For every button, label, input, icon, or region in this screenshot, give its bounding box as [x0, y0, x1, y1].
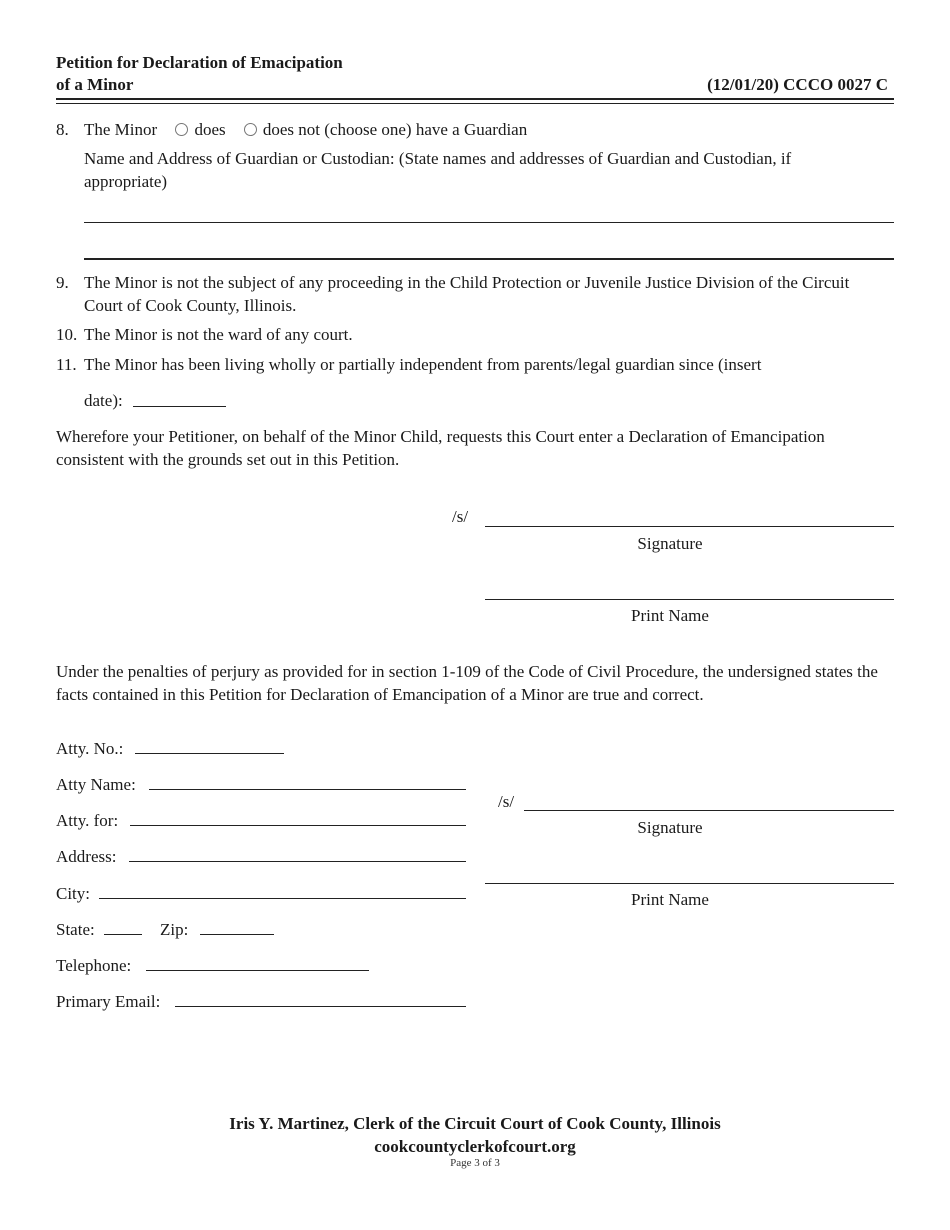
wherefore-paragraph: Wherefore your Petitioner, on behalf of the Minor Child, requests this Court enter a Declaration of Emancipation consistent with the grounds set out in this Petition. — [56, 427, 825, 469]
atty-for-field[interactable] — [130, 825, 466, 826]
footer-website[interactable]: cookcountyclerkofcourt.org — [374, 1137, 576, 1156]
state-label: State: — [56, 920, 95, 939]
item11-number: 11. — [56, 355, 77, 374]
email-label: Primary Email: — [56, 992, 161, 1011]
footer-clerk: Iris Y. Martinez, Clerk of the Circuit Court of Cook County, Illinois — [229, 1114, 721, 1133]
header-rule-bottom — [56, 103, 894, 104]
zip-field[interactable] — [200, 934, 274, 935]
independence-date-field[interactable] — [133, 406, 226, 407]
sig2-print-name-field[interactable] — [485, 883, 894, 884]
item8-number: 8. — [56, 120, 69, 139]
item8-row — [84, 118, 527, 141]
atty-no-label: Atty. No.: — [56, 739, 124, 758]
item11-text: The Minor has been living wholly or partially independent from parents/legal guardian since (insert — [84, 355, 762, 374]
state-field[interactable] — [104, 934, 142, 935]
sig1-print-name-field[interactable] — [485, 599, 894, 600]
item9-number: 9. — [56, 273, 69, 292]
radio-does[interactable] — [175, 123, 188, 136]
footer-page-number: Page 3 of 3 — [450, 1157, 500, 1169]
item10-text: The Minor is not the ward of any court. — [84, 325, 353, 344]
address-label: Address: — [56, 847, 117, 866]
email-field[interactable] — [175, 1006, 466, 1007]
sig2-print-name-label: Print Name — [631, 890, 709, 909]
city-field[interactable] — [99, 898, 466, 899]
telephone-field[interactable] — [146, 970, 369, 971]
zip-label: Zip: — [160, 920, 189, 939]
telephone-label: Telephone: — [56, 956, 132, 975]
atty-name-field[interactable] — [149, 789, 466, 790]
guardian-line-2[interactable] — [84, 258, 894, 260]
sig2-signature-label: Signature — [637, 818, 703, 837]
guardian-line-1[interactable] — [84, 222, 894, 223]
address-field[interactable] — [129, 861, 466, 862]
radio-does-not-label: does not (choose one) have a Guardian — [262, 120, 528, 139]
perjury-paragraph: Under the penalties of perjury as provided for in section 1-109 of the Code of Civil Procedure, the undersigned states the facts contained in this Petition for Declaration of Emancipation of a Minor are true and correct. — [56, 662, 878, 704]
atty-no-field[interactable] — [135, 753, 284, 754]
item11-date-label: date): — [84, 391, 123, 410]
form-code: (12/01/20) CCCO 0027 C — [707, 75, 888, 94]
header-title-line2: of a Minor — [56, 75, 134, 94]
sig1-signature-field[interactable] — [485, 526, 894, 527]
radio-does-label: does — [194, 120, 226, 139]
item8-instruction: Name and Address of Guardian or Custodian: (State names and addresses of Guardian and Custodian, if appropriate) — [84, 149, 792, 191]
header-title-line1: Petition for Declaration of Emacipation — [56, 53, 343, 72]
item10-number: 10. — [56, 325, 78, 344]
header-rule-top — [56, 98, 894, 100]
atty-name-label: Atty Name: — [56, 775, 136, 794]
sig1-signature-label: Signature — [637, 534, 703, 553]
radio-does-not[interactable] — [244, 123, 257, 136]
atty-for-label: Atty. for: — [56, 811, 119, 830]
sig2-prefix: /s/ — [498, 792, 515, 811]
sig1-print-name-label: Print Name — [631, 606, 709, 625]
item9-text: The Minor is not the subject of any proceeding in the Child Protection or Juvenile Justice Division of the Circuit Court of Cook County, Illinois. — [84, 273, 850, 315]
sig1-prefix: /s/ — [452, 507, 469, 526]
item8-lead: The Minor — [84, 120, 158, 139]
sig2-signature-field[interactable] — [524, 810, 894, 811]
city-label: City: — [56, 884, 91, 903]
